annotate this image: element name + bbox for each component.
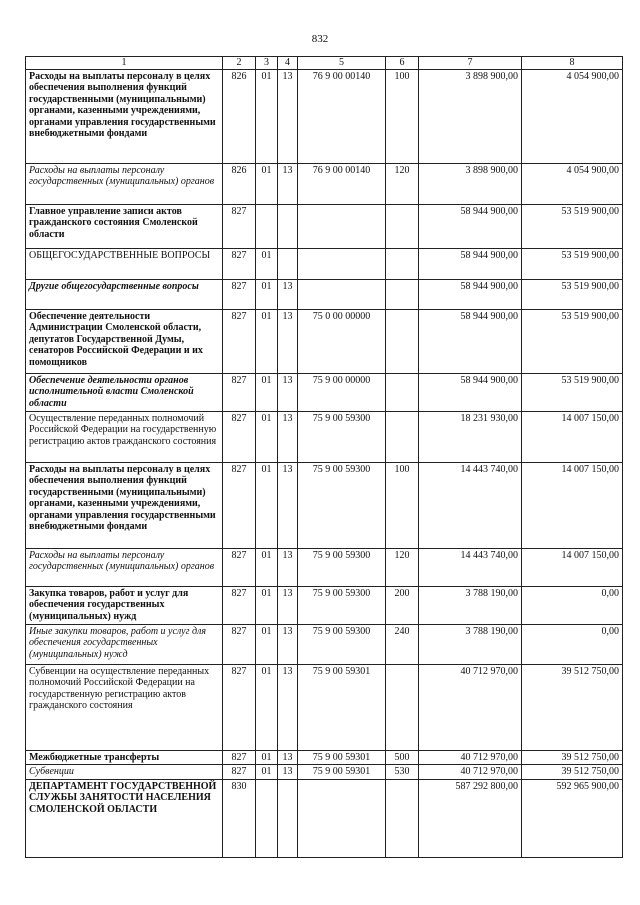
section-code: 01 (256, 750, 278, 765)
admin-code: 827 (223, 664, 256, 750)
amount-year-2: 53 519 900,00 (522, 204, 623, 248)
row-name: Иные закупки товаров, работ и услуг для обеспечения государственных (муниципальных) нужд (26, 624, 223, 664)
expense-type-code: 500 (386, 750, 419, 765)
table-row (26, 765, 623, 780)
amount-year-1: 58 944 900,00 (419, 248, 522, 279)
amount-year-1: 58 944 900,00 (419, 204, 522, 248)
subsection-code: 13 (278, 163, 298, 204)
expense-type-code: 240 (386, 624, 419, 664)
expense-type-code: 120 (386, 163, 419, 204)
admin-code: 830 (223, 779, 256, 857)
amount-year-2: 14 007 150,00 (522, 462, 623, 548)
header-cell: 7 (419, 57, 522, 70)
amount-year-2: 0,00 (522, 586, 623, 624)
expense-type-code: 200 (386, 586, 419, 624)
row-name: Расходы на выплаты персоналу государственных (муниципальных) органов (26, 548, 223, 586)
amount-year-1: 58 944 900,00 (419, 309, 522, 373)
amount-year-2: 39 512 750,00 (522, 765, 623, 780)
admin-code: 827 (223, 309, 256, 373)
expense-type-code (386, 779, 419, 857)
section-code: 01 (256, 586, 278, 624)
amount-year-1: 3 898 900,00 (419, 163, 522, 204)
target-code: 75 9 00 59301 (298, 664, 386, 750)
amount-year-1: 58 944 900,00 (419, 279, 522, 309)
amount-year-2: 39 512 750,00 (522, 750, 623, 765)
table-row (26, 373, 623, 411)
target-code (298, 248, 386, 279)
amount-year-1: 3 788 190,00 (419, 586, 522, 624)
amount-year-1: 587 292 800,00 (419, 779, 522, 857)
expense-type-code (386, 373, 419, 411)
header-cell: 1 (26, 57, 223, 70)
row-name: Закупка товаров, работ и услуг для обеспечения государственных (муниципальных) нужд (26, 586, 223, 624)
section-code: 01 (256, 163, 278, 204)
amount-year-1: 18 231 930,00 (419, 411, 522, 462)
table-row (26, 664, 623, 750)
amount-year-1: 40 712 970,00 (419, 765, 522, 780)
row-name: Субвенции на осуществление переданных полномочий Российской Федерации на государственную регистрацию актов гражданского состояния (26, 664, 223, 750)
admin-code: 827 (223, 548, 256, 586)
subsection-code: 13 (278, 69, 298, 163)
header-cell: 5 (298, 57, 386, 70)
target-code: 76 9 00 00140 (298, 69, 386, 163)
amount-year-1: 40 712 970,00 (419, 750, 522, 765)
admin-code: 826 (223, 69, 256, 163)
table-row (26, 411, 623, 462)
table-row (26, 279, 623, 309)
header-cell: 4 (278, 57, 298, 70)
target-code: 75 0 00 00000 (298, 309, 386, 373)
admin-code: 827 (223, 411, 256, 462)
expense-type-code (386, 279, 419, 309)
section-code: 01 (256, 69, 278, 163)
amount-year-2: 53 519 900,00 (522, 279, 623, 309)
subsection-code (278, 204, 298, 248)
row-name: Межбюджетные трансферты (26, 750, 223, 765)
admin-code: 827 (223, 248, 256, 279)
header-cell: 6 (386, 57, 419, 70)
amount-year-1: 40 712 970,00 (419, 664, 522, 750)
budget-table (25, 56, 623, 858)
admin-code: 827 (223, 279, 256, 309)
row-name: Обеспечение деятельности Администрации Смоленской области, депутатов Государственной Думы, сенаторов Российской Федерации и их помощников (26, 309, 223, 373)
target-code (298, 779, 386, 857)
amount-year-1: 3 788 190,00 (419, 624, 522, 664)
admin-code: 827 (223, 204, 256, 248)
target-code: 75 9 00 59300 (298, 624, 386, 664)
section-code: 01 (256, 411, 278, 462)
subsection-code: 13 (278, 462, 298, 548)
section-code: 01 (256, 548, 278, 586)
subsection-code: 13 (278, 548, 298, 586)
subsection-code: 13 (278, 411, 298, 462)
subsection-code: 13 (278, 624, 298, 664)
amount-year-2: 592 965 900,00 (522, 779, 623, 857)
target-code (298, 279, 386, 309)
expense-type-code (386, 248, 419, 279)
table-row (26, 462, 623, 548)
admin-code: 827 (223, 765, 256, 780)
subsection-code: 13 (278, 373, 298, 411)
amount-year-1: 14 443 740,00 (419, 548, 522, 586)
row-name: Расходы на выплаты персоналу в целях обеспечения выполнения функций государственными (муниципальными) органами, казенными учреждениями, органами управления государственными внебюджетными фондами (26, 462, 223, 548)
amount-year-2: 4 054 900,00 (522, 163, 623, 204)
header-cell: 2 (223, 57, 256, 70)
target-code (298, 204, 386, 248)
section-code: 01 (256, 248, 278, 279)
target-code: 75 9 00 59300 (298, 586, 386, 624)
row-name: Осуществление переданных полномочий Российской Федерации на государственную регистрацию актов гражданского состояния (26, 411, 223, 462)
page-number: 832 (311, 33, 329, 45)
row-name: ДЕПАРТАМЕНТ ГОСУДАРСТВЕННОЙ СЛУЖБЫ ЗАНЯТОСТИ НАСЕЛЕНИЯ СМОЛЕНСКОЙ ОБЛАСТИ (26, 779, 223, 857)
amount-year-2: 14 007 150,00 (522, 548, 623, 586)
table-row (26, 624, 623, 664)
subsection-code (278, 248, 298, 279)
subsection-code: 13 (278, 279, 298, 309)
expense-type-code: 100 (386, 462, 419, 548)
amount-year-1: 14 443 740,00 (419, 462, 522, 548)
expense-type-code (386, 664, 419, 750)
row-name: Расходы на выплаты персоналу государственных (муниципальных) органов (26, 163, 223, 204)
row-name: Обеспечение деятельности органов исполнительной власти Смоленской области (26, 373, 223, 411)
target-code: 75 9 00 59301 (298, 750, 386, 765)
row-name: Главное управление записи актов гражданского состояния Смоленской области (26, 204, 223, 248)
subsection-code: 13 (278, 765, 298, 780)
section-code: 01 (256, 373, 278, 411)
admin-code: 827 (223, 462, 256, 548)
amount-year-2: 53 519 900,00 (522, 309, 623, 373)
expense-type-code (386, 411, 419, 462)
admin-code: 827 (223, 750, 256, 765)
target-code: 75 9 00 00000 (298, 373, 386, 411)
subsection-code: 13 (278, 664, 298, 750)
admin-code: 827 (223, 373, 256, 411)
header-cell: 3 (256, 57, 278, 70)
table-row (26, 586, 623, 624)
section-code: 01 (256, 309, 278, 373)
section-code: 01 (256, 765, 278, 780)
table-row (26, 309, 623, 373)
amount-year-1: 58 944 900,00 (419, 373, 522, 411)
target-code: 75 9 00 59301 (298, 765, 386, 780)
subsection-code: 13 (278, 309, 298, 373)
table-row (26, 69, 623, 163)
row-name: Расходы на выплаты персоналу в целях обеспечения выполнения функций государственными (муниципальными) органами, казенными учреждениями, органами управления государственными внебюджетными фондами (26, 69, 223, 163)
amount-year-1: 3 898 900,00 (419, 69, 522, 163)
table-row (26, 204, 623, 248)
amount-year-2: 0,00 (522, 624, 623, 664)
expense-type-code: 530 (386, 765, 419, 780)
row-name: Другие общегосударственные вопросы (26, 279, 223, 309)
expense-type-code: 120 (386, 548, 419, 586)
expense-type-code (386, 204, 419, 248)
expense-type-code (386, 309, 419, 373)
target-code: 75 9 00 59300 (298, 548, 386, 586)
table-row (26, 779, 623, 857)
table-row (26, 248, 623, 279)
admin-code: 827 (223, 624, 256, 664)
target-code: 75 9 00 59300 (298, 411, 386, 462)
target-code: 76 9 00 00140 (298, 163, 386, 204)
table-row (26, 750, 623, 765)
amount-year-2: 14 007 150,00 (522, 411, 623, 462)
admin-code: 827 (223, 586, 256, 624)
row-name: Субвенции (26, 765, 223, 780)
subsection-code (278, 779, 298, 857)
subsection-code: 13 (278, 750, 298, 765)
table-row (26, 163, 623, 204)
target-code: 75 9 00 59300 (298, 462, 386, 548)
header-cell: 8 (522, 57, 623, 70)
amount-year-2: 4 054 900,00 (522, 69, 623, 163)
table-row (26, 548, 623, 586)
amount-year-2: 53 519 900,00 (522, 373, 623, 411)
section-code (256, 779, 278, 857)
header-row (26, 57, 623, 70)
section-code: 01 (256, 664, 278, 750)
admin-code: 826 (223, 163, 256, 204)
section-code (256, 204, 278, 248)
section-code: 01 (256, 279, 278, 309)
subsection-code: 13 (278, 586, 298, 624)
expense-type-code: 100 (386, 69, 419, 163)
amount-year-2: 39 512 750,00 (522, 664, 623, 750)
section-code: 01 (256, 462, 278, 548)
row-name: ОБЩЕГОСУДАРСТВЕННЫЕ ВОПРОСЫ (26, 248, 223, 279)
amount-year-2: 53 519 900,00 (522, 248, 623, 279)
section-code: 01 (256, 624, 278, 664)
